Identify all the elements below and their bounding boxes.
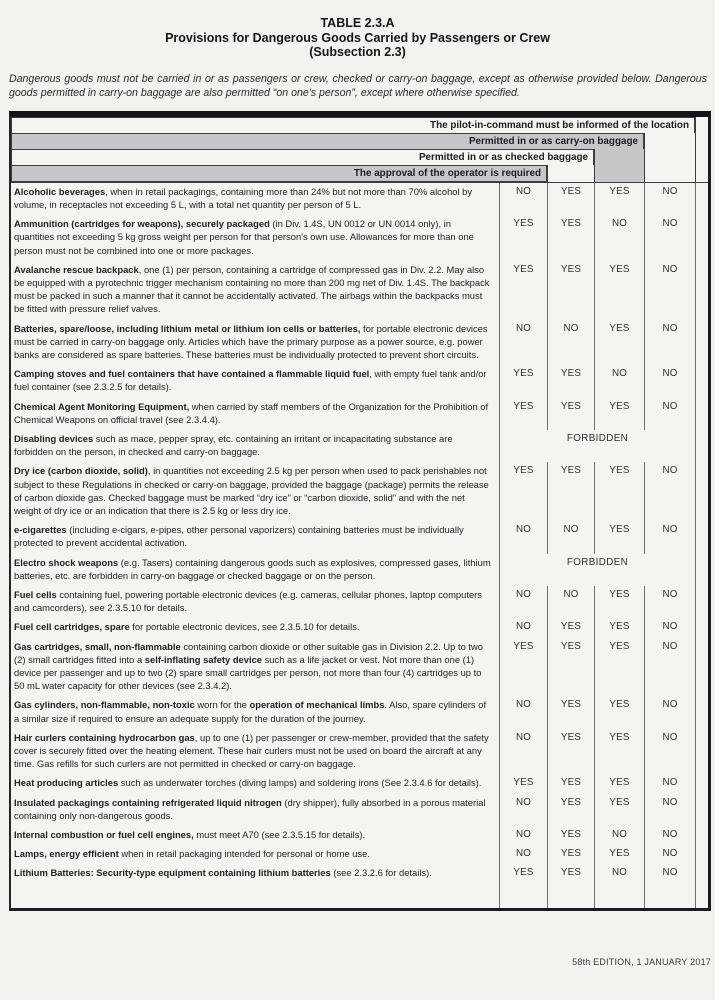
value-cell-pilot_in_command: NO [644,215,695,261]
table-row [11,729,708,775]
table-rows [11,183,708,884]
header-strip-checked-column [547,165,594,182]
header-gutter [695,165,707,182]
row-description: Dry ice (carbon dioxide, solid), in quantities not exceeding 2.5 kg per person when used to pack perishables not subject to these Regulations in checked or carry-on baggage, provided the baggage (package) permits the release of carbon dioxide gas. Checked baggage must be marked “dry ice” or “carbon dioxide, solid” and with the net weight of dry ice or an indication that there is 2.5 kg or less dry ice. [14,465,489,516]
value-cell-checked_baggage: YES [547,398,594,430]
value-cell-checked_baggage: NO [547,521,594,553]
value-cell-pilot_in_command: NO [644,586,695,618]
spacer-cell [499,884,547,908]
value-cell-checked_baggage: YES [547,261,594,320]
gutter-cell [695,430,707,462]
table-row [11,554,708,586]
value-cell-carry_on_baggage: YES [594,462,644,521]
value-cell-pilot_in_command: NO [644,183,695,215]
row-description: Hair curlers containing hydrocarbon gas, up to one (1) per passenger or crew-member, provided that the safety cover is securely fitted over the heating element. These hair curlers must not be used on board the aircraft at any time. Gas refills for such curlers are not permitted in checked or carry-on baggage. [14,731,489,770]
value-cell-carry_on_baggage: NO [594,864,644,883]
intro-paragraph: Dangerous goods must not be carried in or as passengers or crew, checked or carry-on baggage, except as otherwise provided below. Dangerous goods permitted in carry-on baggage are also permitted “on one's person”, except where otherwise specified. [9,72,707,100]
gutter-cell [695,826,707,845]
table-row [11,826,708,845]
value-cell-carry_on_baggage: YES [594,618,644,637]
value-cell-carry_on_baggage: YES [594,774,644,793]
value-cell-pilot_in_command: NO [644,864,695,883]
gutter-cell [695,215,707,261]
value-cell-carry_on_baggage: YES [594,696,644,728]
row-description: Lithium Batteries: Security-type equipment containing lithium batteries (see 2.3.2.6 for details). [14,867,432,879]
value-cell-carry_on_baggage: NO [594,215,644,261]
row-description: Gas cartridges, small, non-flammable containing carbon dioxide or other suitable gas in Division 2.2. Up to two (2) small cartridges fitted into a self-inflating safety device such as a life jacket or vest. Not more than one (1) device per passenger and up to two (2) spare small cartridges per person, not more than four (4) cartridges up to 50 mL water capacity for other devices (see 2.3.4.2). [14,640,483,692]
value-cell-operator_approval: NO [499,586,547,618]
value-cell-operator_approval: YES [499,864,547,883]
header-carry-on-baggage: Permitted in or as carry-on baggage [11,133,644,150]
table-row [11,864,708,883]
value-cell-carry_on_baggage: YES [594,638,644,697]
header-strip-pilot-column [644,165,695,182]
row-description: Gas cylinders, non-flammable, non-toxic worn for the operation of mechanical limbs. Also, spare cylinders of a similar size if required to ensure an adequate supply for the duration of the journey. [14,699,487,724]
header-gutter [695,117,707,134]
row-description: Chemical Agent Monitoring Equipment, when carried by staff members of the Organization for the Prohibition of Chemical Weapons on official travel (see 2.3.4.4). [14,400,489,425]
value-cell-pilot_in_command: NO [644,729,695,775]
value-cell-operator_approval: NO [499,320,547,366]
value-cell-carry_on_baggage: YES [594,845,644,864]
table-row [11,320,708,366]
gutter-cell [695,398,707,430]
footer-edition-text: 58th EDITION, 1 JANUARY 2017 [572,956,711,967]
value-cell-pilot_in_command: NO [644,845,695,864]
gutter-cell [695,864,707,883]
header-row-pilot [11,117,708,134]
value-cell-carry_on_baggage: YES [594,183,644,215]
value-cell-pilot_in_command: NO [644,696,695,728]
row-description: Batteries, spare/loose, including lithium metal or lithium ion cells or batteries, for portable electronic devices must be carried in carry-on baggage only. Articles which have the primary purpose as a power source, e.g. power banks are considered as spare batteries. These batteries must be individually protected to prevent short circuits. [14,322,488,360]
value-cell-operator_approval: NO [499,521,547,553]
header-row-checked [11,149,708,166]
header-gutter [695,133,707,150]
gutter-cell [695,261,707,320]
value-cell-carry_on_baggage: YES [594,794,644,826]
value-cell-pilot_in_command: NO [644,618,695,637]
value-cell-checked_baggage: YES [547,794,594,826]
value-cell-pilot_in_command: NO [644,774,695,793]
header-checked-baggage: Permitted in or as checked baggage [11,149,594,166]
header-row-operator [11,165,708,182]
value-cell-checked_baggage: NO [547,586,594,618]
value-cell-operator_approval: NO [499,696,547,728]
gutter-cell [695,554,707,586]
table-row [11,261,708,320]
forbidden-cell: FORBIDDEN [499,430,695,462]
value-cell-pilot_in_command: NO [644,462,695,521]
value-cell-checked_baggage: YES [547,774,594,793]
header-operator-approval: The approval of the operator is required [11,165,547,182]
value-cell-pilot_in_command: NO [644,521,695,553]
row-description: Camping stoves and fuel containers that have contained a flammable liquid fuel, with empty fuel tank and/or fuel container (see 2.3.2.5 for details). [14,368,487,393]
table-header-block [11,117,708,183]
gutter-cell [695,586,707,618]
value-cell-checked_baggage: YES [547,845,594,864]
table-row [11,618,708,637]
header-strip-pilot-column [644,149,695,166]
page-title [0,16,715,60]
value-cell-carry_on_baggage: YES [594,398,644,430]
table-row [11,430,708,462]
value-cell-checked_baggage: YES [547,462,594,521]
row-description: Disabling devices such as mace, pepper spray, etc. containing an irritant or incapacitating substance are forbidden on the person, in checked and carry-on baggage. [14,432,453,458]
table-row [11,774,708,793]
value-cell-carry_on_baggage: NO [594,365,644,397]
value-cell-checked_baggage: YES [547,696,594,728]
value-cell-carry_on_baggage: YES [594,586,644,618]
value-cell-checked_baggage: YES [547,826,594,845]
header-strip-carry-on-column [594,149,644,166]
row-description: e-cigarettes (including e-cigars, e-pipes, other personal vaporizers) containing batteries must be individually protected to prevent accidental activation. [14,524,464,549]
value-cell-operator_approval: YES [499,365,547,397]
value-cell-pilot_in_command: NO [644,794,695,826]
spacer-cell [594,884,644,908]
row-description: Fuel cell cartridges, spare for portable electronic devices, see 2.3.5.10 for details. [14,621,360,633]
value-cell-checked_baggage: YES [547,729,594,775]
value-cell-checked_baggage: YES [547,183,594,215]
value-cell-operator_approval: NO [499,794,547,826]
header-row-carry-on [11,133,708,150]
value-cell-carry_on_baggage: YES [594,320,644,366]
value-cell-carry_on_baggage: YES [594,521,644,553]
header-gutter [695,149,707,166]
table-row [11,696,708,728]
table-row [11,398,708,430]
title-table-number: TABLE 2.3.A [320,16,395,30]
dangerous-goods-provisions-table [9,111,711,911]
gutter-cell [695,320,707,366]
title-main: Provisions for Dangerous Goods Carried by Passengers or Crew [165,30,550,45]
value-cell-carry_on_baggage: YES [594,261,644,320]
value-cell-operator_approval: NO [499,183,547,215]
value-cell-checked_baggage: NO [547,320,594,366]
value-cell-operator_approval: NO [499,618,547,637]
table-row [11,365,708,397]
value-cell-pilot_in_command: NO [644,365,695,397]
value-cell-pilot_in_command: NO [644,638,695,697]
gutter-cell [695,794,707,826]
table-bottom-spacer [11,884,708,908]
value-cell-operator_approval: NO [499,826,547,845]
value-cell-checked_baggage: YES [547,638,594,697]
table-row [11,794,708,826]
value-cell-operator_approval: YES [499,638,547,697]
gutter-cell [695,638,707,697]
spacer-cell [547,884,594,908]
value-cell-carry_on_baggage: NO [594,826,644,845]
table-row [11,215,708,261]
spacer-desc [11,884,499,908]
row-description: Electro shock weapons (e.g. Tasers) containing dangerous goods such as explosives, compressed gases, lithium batteries, etc. are forbidden in carry-on baggage or checked baggage or on the person. [14,556,491,581]
gutter-cell [695,774,707,793]
forbidden-cell: FORBIDDEN [499,554,695,586]
value-cell-checked_baggage: YES [547,365,594,397]
value-cell-checked_baggage: YES [547,864,594,883]
table-row [11,586,708,618]
gutter-cell [695,462,707,521]
row-description: Ammunition (cartridges for weapons), securely packaged (in Div. 1.4S, UN 0012 or UN 0014 only), in quantities not exceeding 5 kg gross weight per person for that person's own use. Allowances for more than one person must not be combined into one or more packages. [14,218,474,256]
value-cell-operator_approval: NO [499,729,547,775]
value-cell-carry_on_baggage: YES [594,729,644,775]
table-row [11,462,708,521]
gutter-cell [695,521,707,553]
value-cell-operator_approval: YES [499,215,547,261]
row-description: Lamps, energy efficient when in retail packaging intended for personal or home use. [14,848,370,860]
row-description: Internal combustion or fuel cell engines, must meet A70 (see 2.3.5.15 for details). [14,829,366,841]
value-cell-pilot_in_command: NO [644,261,695,320]
spacer-cell [644,884,695,908]
value-cell-checked_baggage: YES [547,618,594,637]
value-cell-operator_approval: YES [499,261,547,320]
table-row [11,521,708,553]
gutter-cell [695,845,707,864]
header-strip-pilot-column [644,133,695,150]
value-cell-operator_approval: YES [499,774,547,793]
row-description: Avalanche rescue backpack, one (1) per person, containing a cartridge of compressed gas in Div. 2.2. May also be equipped with a pyrotechnic trigger mechanism containing no more than 200 mg net of Div. 1.4S. The backpack must be packed in such a manner that it cannot be accidentally activated. The airbags within the backpacks must be fitted with pressure relief valves. [14,263,490,315]
value-cell-pilot_in_command: NO [644,826,695,845]
row-description: Fuel cells containing fuel, powering portable electronic devices (e.g. cameras, cellular phones, laptop computers and camcorders), see 2.3.5.10 for details. [14,588,482,614]
value-cell-pilot_in_command: NO [644,398,695,430]
table-row [11,638,708,697]
value-cell-operator_approval: YES [499,462,547,521]
row-description: Insulated packagings containing refrigerated liquid nitrogen (dry shipper), fully absorbed in a porous material containing only non-dangerous goods. [14,796,486,821]
header-strip-carry-on-column [594,165,644,182]
row-description: Alcoholic beverages, when in retail packagings, containing more than 24% but not more than 70% alcohol by volume, in receptacles not exceeding 5 L, with a total net quantity per person of 5 L. [14,185,473,210]
table-row [11,183,708,215]
row-description: Heat producing articles such as underwater torches (diving lamps) and soldering irons (See 2.3.4.6 for details). [14,777,482,789]
header-pilot-in-command: The pilot-in-command must be informed of the location [11,117,695,134]
value-cell-operator_approval: YES [499,398,547,430]
value-cell-pilot_in_command: NO [644,320,695,366]
title-subsection: (Subsection 2.3) [309,45,406,59]
gutter-cell [695,183,707,215]
gutter-cell [695,618,707,637]
spacer-gutter [695,884,707,908]
gutter-cell [695,696,707,728]
table-row [11,845,708,864]
gutter-cell [695,365,707,397]
gutter-cell [695,729,707,775]
value-cell-operator_approval: NO [499,845,547,864]
value-cell-checked_baggage: YES [547,215,594,261]
